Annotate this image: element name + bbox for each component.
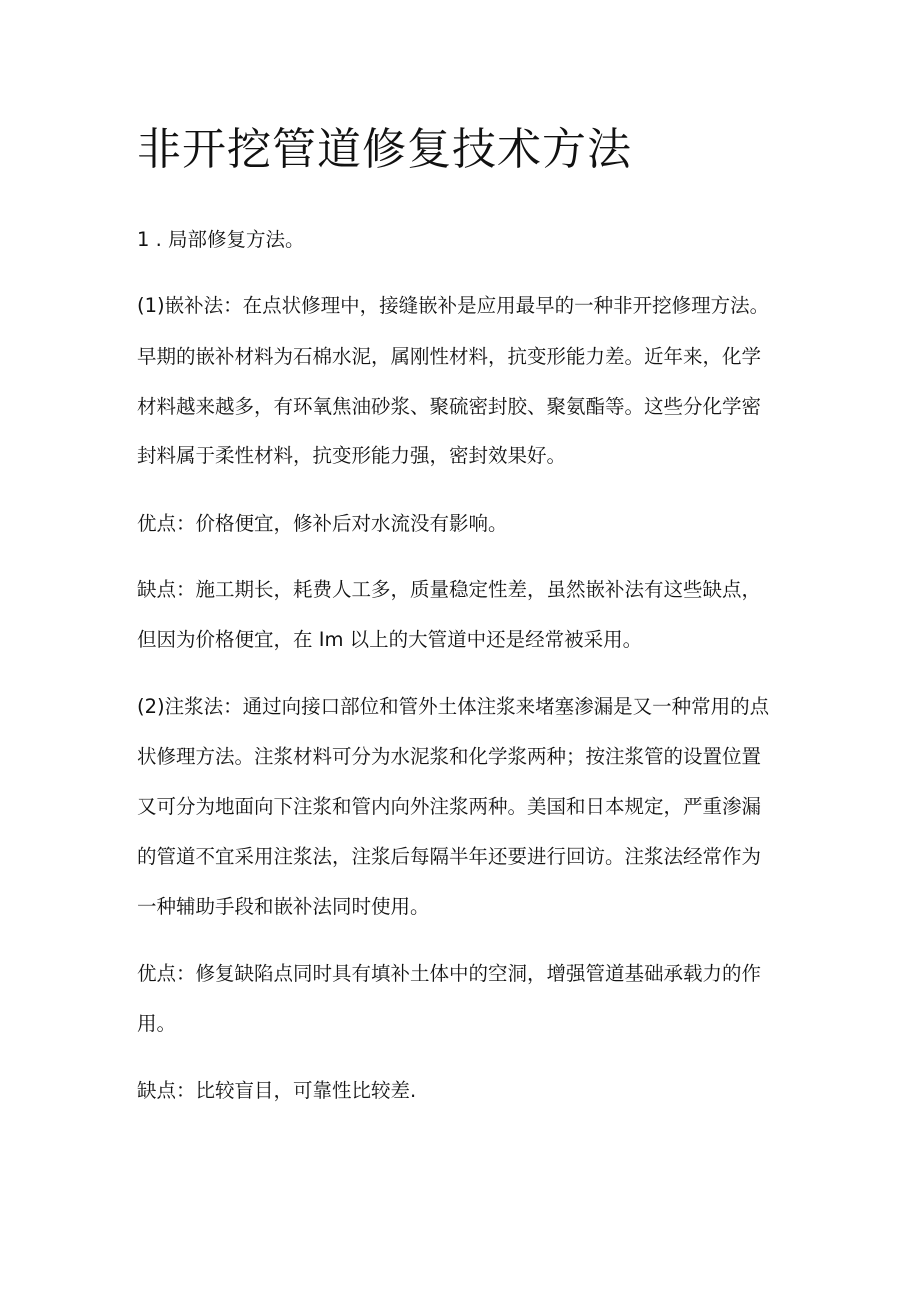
paragraph-line: 缺点：施工期长，耗费人工多，质量稳定性差，虽然嵌补法有这些缺点， [137,578,762,601]
paragraph-line: 状修理方法。注浆材料可分为水泥浆和化学浆两种；按注浆管的设置位置 [137,745,762,768]
paragraph-line: 但因为价格便宜，在 Im 以上的大管道中还是经常被采用。 [137,628,643,651]
paragraph-line: 用。 [137,1012,177,1035]
paragraph-line: 封料属于柔性材料，抗变形能力强，密封效果好。 [137,444,567,467]
document-title: 非开挖管道修复技术方法 [137,124,632,175]
paragraph-line: 早期的嵌补材料为石棉水泥，属刚性材料，抗变形能力差。近年来，化学 [137,345,762,368]
paragraph-line: 缺点：比较盲目，可靠性比较差. [137,1079,417,1102]
paragraph-line: 优点：价格便宜，修补后对水流没有影响。 [137,512,508,535]
paragraph-line: 材料越来越多，有环氧焦油砂浆、聚硫密封胶、聚氨酯等。这些分化学密 [137,395,762,418]
paragraph-line: 优点：修复缺陷点同时具有填补土体中的空洞，增强管道基础承载力的作 [137,962,762,985]
paragraph-line: 又可分为地面向下注浆和管内向外注浆两种。美国和日本规定，严重渗漏 [137,795,762,818]
paragraph-line: (1)嵌补法：在点状修理中，接缝嵌补是应用最早的一种非开挖修理方法。 [137,294,770,317]
paragraph-line: 的管道不宜采用注浆法，注浆后每隔半年还要进行回访。注浆法经常作为 [137,845,762,868]
section-heading-local-repair: 1 . 局部修复方法。 [137,228,305,251]
paragraph-line: (2)注浆法：通过向接口部位和管外土体注浆来堵塞渗漏是又一种常用的点 [137,695,770,718]
paragraph-line: 一种辅助手段和嵌补法同时使用。 [137,895,430,918]
